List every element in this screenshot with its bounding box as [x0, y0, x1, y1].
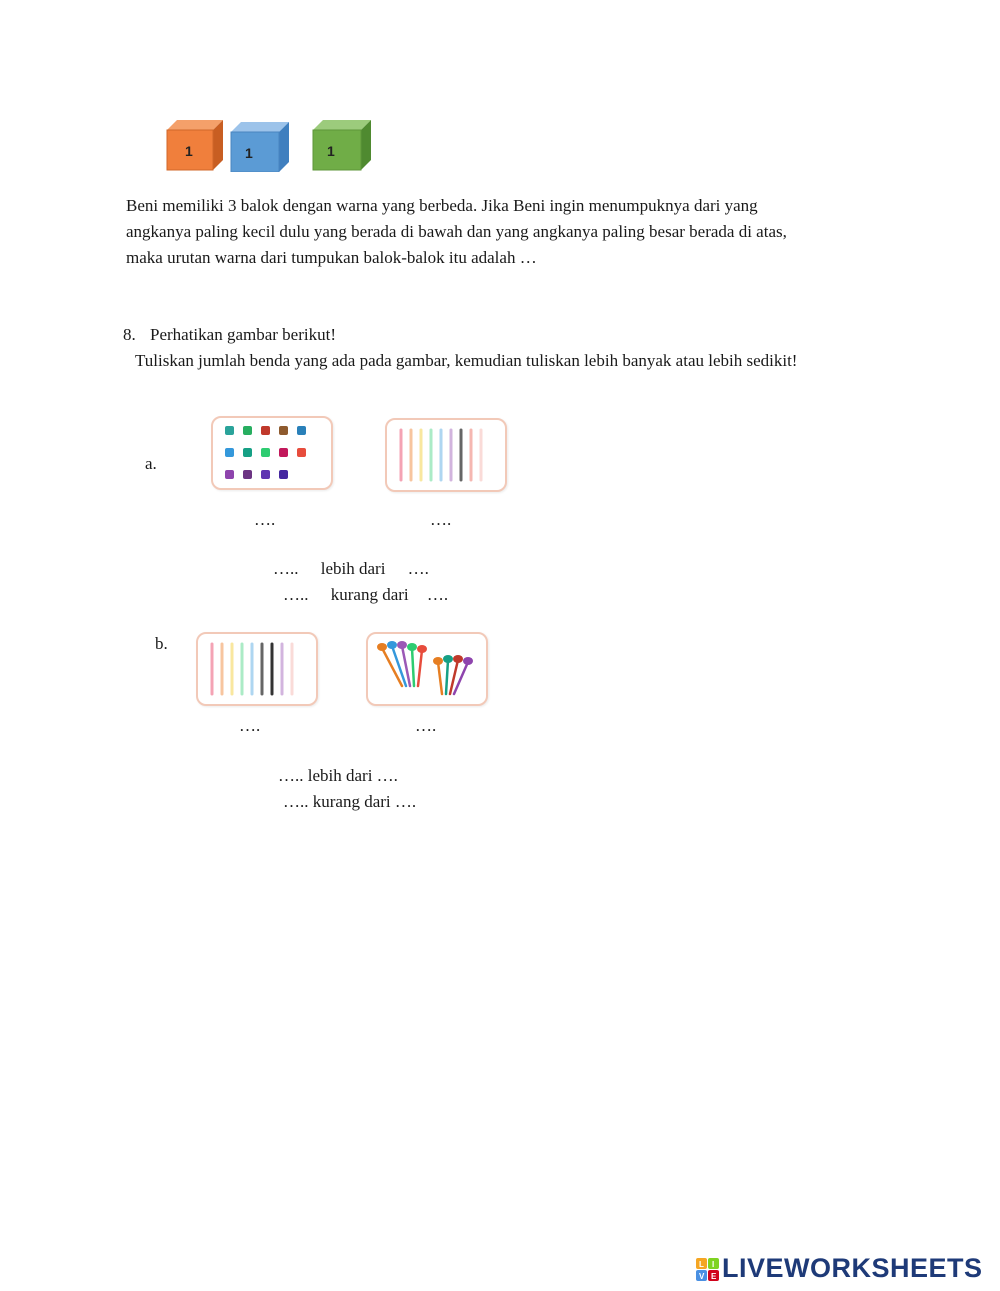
- blue-block: [231, 122, 289, 172]
- green-block-label: 1: [327, 143, 335, 159]
- answer-blank[interactable]: …..: [273, 559, 299, 578]
- mugs-icon: [213, 418, 331, 488]
- question-8-instruction: Tuliskan jumlah benda yang ada pada gambar, kemudian tuliskan lebih banyak atau lebih sedikit!: [135, 351, 798, 370]
- part-a-blank-right[interactable]: ….: [430, 510, 452, 529]
- question-title: Perhatikan gambar berikut!: [150, 325, 336, 344]
- question-number: 8.: [123, 325, 136, 344]
- logo-letter: E: [711, 1272, 717, 1281]
- green-block: [313, 120, 371, 170]
- answer-blank[interactable]: ….: [407, 559, 429, 578]
- blue-block-label: 1: [245, 145, 253, 161]
- mugs-picture: [211, 416, 333, 490]
- more-text: lebih dari: [320, 559, 386, 578]
- q7-line: Beni memiliki 3 balok dengan warna yang berbeda. Jika Beni ingin menumpuknya dari yang: [126, 196, 758, 215]
- q7-line: angkanya paling kecil dulu yang berada di bawah dan yang angkanya paling besar berada di atas,: [126, 222, 787, 241]
- part-b-label: b.: [155, 634, 168, 653]
- spoons-icon: [368, 634, 486, 704]
- block-row: [165, 116, 375, 172]
- answer-blank[interactable]: ….: [426, 585, 449, 604]
- logo-letter: I: [712, 1260, 715, 1269]
- q7-line: maka urutan warna dari tumpukan balok-balok itu adalah …: [126, 248, 537, 267]
- part-b-blank-right[interactable]: ….: [415, 716, 437, 735]
- forks-picture: [385, 418, 507, 492]
- blocks-illustration: [165, 116, 375, 172]
- part-b-blank-left[interactable]: ….: [239, 716, 261, 735]
- spoons-picture: [366, 632, 488, 706]
- part-b-more-line[interactable]: ….. lebih dari ….: [278, 766, 398, 785]
- part-a-blank-left[interactable]: ….: [254, 510, 276, 529]
- orange-block: [167, 120, 223, 170]
- part-a-more-line: [273, 556, 429, 582]
- part-b-less-line[interactable]: ….. kurang dari ….: [283, 792, 417, 811]
- logo-letter: L: [699, 1260, 704, 1269]
- logo-letter: V: [699, 1272, 705, 1281]
- question-7-text: [126, 193, 926, 271]
- less-text: kurang dari: [330, 585, 409, 604]
- forks-icon: [387, 420, 505, 490]
- part-a-less-line: [283, 582, 448, 608]
- orange-block-label: 1: [185, 143, 193, 159]
- forks-icon: [198, 634, 316, 704]
- answer-blank[interactable]: …..: [283, 585, 309, 604]
- question-8-heading: [123, 322, 336, 348]
- logo-text: LIVEWORKSHEETS: [722, 1253, 983, 1283]
- part-a-label: a.: [145, 454, 157, 473]
- forks-picture-b: [196, 632, 318, 706]
- logo-tiles-icon: [696, 1258, 720, 1282]
- liveworksheets-logo: [696, 1252, 996, 1288]
